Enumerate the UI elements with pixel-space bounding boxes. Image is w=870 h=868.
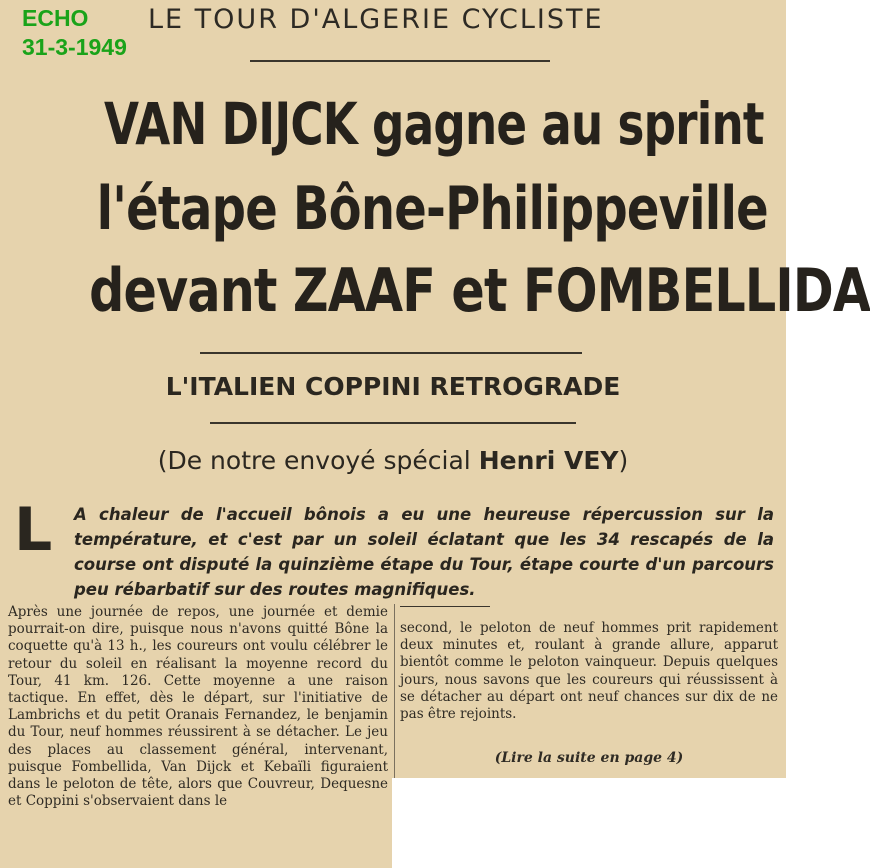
body-column-2: second, le peloton de neuf hommes prit rapidement deux minutes et, roulant à grande allure, apparut bientôt comme le peloton vainqueur. Depuis quelques jours, nous savons que les coureurs qui réussissent à se détacher au départ ont neuf chances sur dix de ne pas être rejoints. — [400, 620, 778, 723]
byline-prefix: (De notre envoyé spécial — [157, 446, 471, 475]
body-column-1: Après une journée de repos, une journée et demie pourrait-on dire, puisque nous n'avons quitté Bône la coquette qu'à 13 h., les coureurs ont voulu célébrer le retour du soleil en réalisant la moyenne record du Tour, 41 km. 126. Cette moyenne a une raison tactique. En effet, dès le départ, sur l'initiative de Lambrichs et du petit Oranais Fernandez, le benjamin du Tour, neuf hommes réussirent à se détacher. Le jeu des places au classement général, intervenant, puisque Fombellida, Van Dijck et Kebaïli figuraient dans le peloton de tête, alors que Couvreur, Dequesne et Coppini s'observaient dans le — [8, 604, 388, 810]
headline-rule — [200, 352, 582, 354]
column-top-rule — [400, 606, 490, 607]
drop-cap: L — [14, 495, 53, 565]
subheadline: L'ITALIEN COPPINI RETROGRADE — [165, 372, 621, 401]
stamp-name: ECHO — [22, 5, 89, 31]
headline-line-2: l'étape Bône-Philippeville — [96, 174, 768, 244]
byline-author: Henri VEY — [478, 446, 619, 475]
byline — [0, 446, 786, 475]
subheadline-rule — [210, 422, 576, 424]
continued-note: (Lire la suite en page 4) — [494, 750, 684, 766]
lead-paragraph: A chaleur de l'accueil bônois a eu une heureuse répercussion sur la température, et c'est par un soleil éclatant que les 34 rescapés de la course ont disputé la quinzième étape du Tour, étape courte d'un parcours peu rébarbatif sur des routes magnifiques. — [74, 505, 774, 599]
headline-line-1: VAN DIJCK gagne au sprint — [104, 90, 764, 158]
archive-stamp — [22, 4, 127, 62]
stamp-date: 31-3-1949 — [22, 34, 127, 60]
kicker-rule — [250, 60, 550, 62]
kicker: LE TOUR D'ALGERIE CYCLISTE — [148, 4, 604, 35]
headline-line-3: devant ZAAF et FOMBELLIDA — [89, 256, 870, 326]
byline-suffix: ) — [618, 446, 629, 475]
clipping-cut-corner — [392, 778, 786, 868]
